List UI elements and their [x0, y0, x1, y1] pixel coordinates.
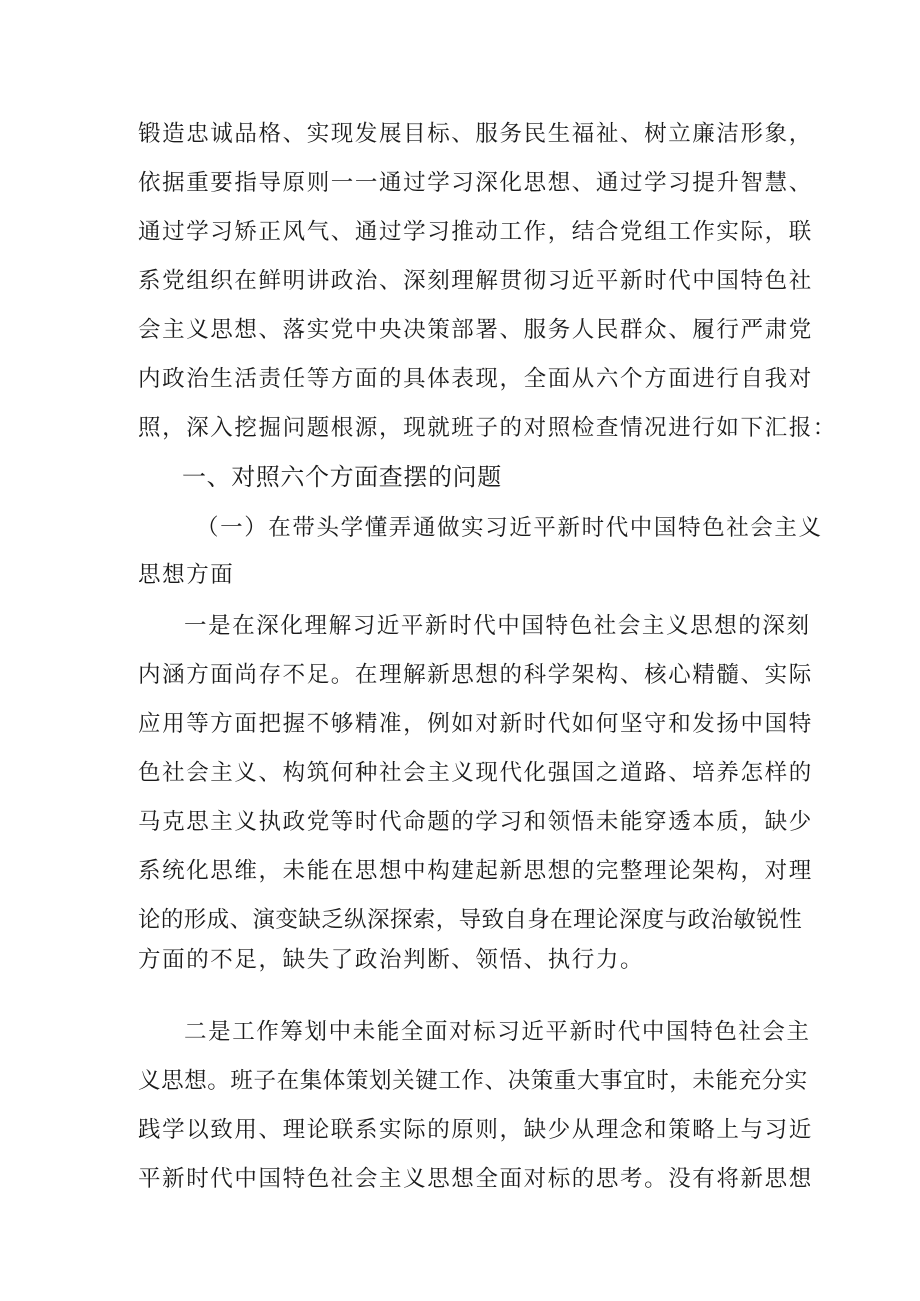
subsection-heading-cont: 思想方面 [138, 562, 235, 588]
paragraph-line: 锻造忠诚品格、实现发展目标、服务民生福祉、树立廉洁形象， [138, 121, 813, 147]
paragraph-line: 践学以致用、理论联系实际的原则，缺少从理念和策略上与习近 [138, 1117, 813, 1143]
paragraph-line: 一是在深化理解习近平新时代中国特色社会主义思想的深刻 [184, 613, 811, 639]
paragraph-line: 义思想。班子在集体策划关键工作、决策重大事宜时，未能充分实 [138, 1068, 808, 1094]
paragraph-line: 方面的不足，缺失了政治判断、领悟、执行力。 [138, 947, 645, 973]
paragraph-line: 马克思主义执政党等时代命题的学习和领悟未能穿透本质，缺少 [138, 809, 813, 835]
paragraph-line: 二是工作筹划中未能全面对标习近平新时代中国特色社会主 [184, 1019, 811, 1045]
paragraph-line: 照，深入挖掘问题根源，现就班子的对照检查情况进行如下汇报： [138, 415, 837, 441]
paragraph-line: 会主义思想、落实党中央决策部署、服务人民群众、履行严肃党 [138, 317, 813, 343]
paragraph-line: 通过学习矫正风气、通过学习推动工作，结合党组工作实际，联 [138, 219, 813, 245]
paragraph-line: 系党组织在鲜明讲政治、深刻理解贯彻习近平新时代中国特色社 [138, 268, 813, 294]
paragraph-line: 色社会主义、构筑何种社会主义现代化强国之道路、培养怎样的 [138, 760, 813, 786]
paragraph-line: 论的形成、演变缺乏纵深探索，导致自身在理论深度与政治敏锐性 [138, 907, 803, 933]
paragraph-line: 内政治生活责任等方面的具体表现，全面从六个方面进行自我对 [138, 366, 813, 392]
subsection-heading: （一）在带头学懂弄通做实习近平新时代中国特色社会主义 [196, 515, 823, 541]
section-heading: 一、对照六个方面查摆的问题 [182, 463, 502, 491]
paragraph-line: 内涵方面尚存不足。在理解新思想的科学架构、核心精髓、实际 [138, 662, 813, 688]
paragraph-line: 平新时代中国特色社会主义思想全面对标的思考。没有将新思想 [138, 1166, 813, 1192]
paragraph-line: 应用等方面把握不够精准，例如对新时代如何坚守和发扬中国特 [138, 711, 813, 737]
paragraph-line: 系统化思维，未能在思想中构建起新思想的完整理论架构，对理 [138, 858, 813, 884]
paragraph-line: 依据重要指导原则一一通过学习深化思想、通过学习提升智慧、 [138, 170, 813, 196]
